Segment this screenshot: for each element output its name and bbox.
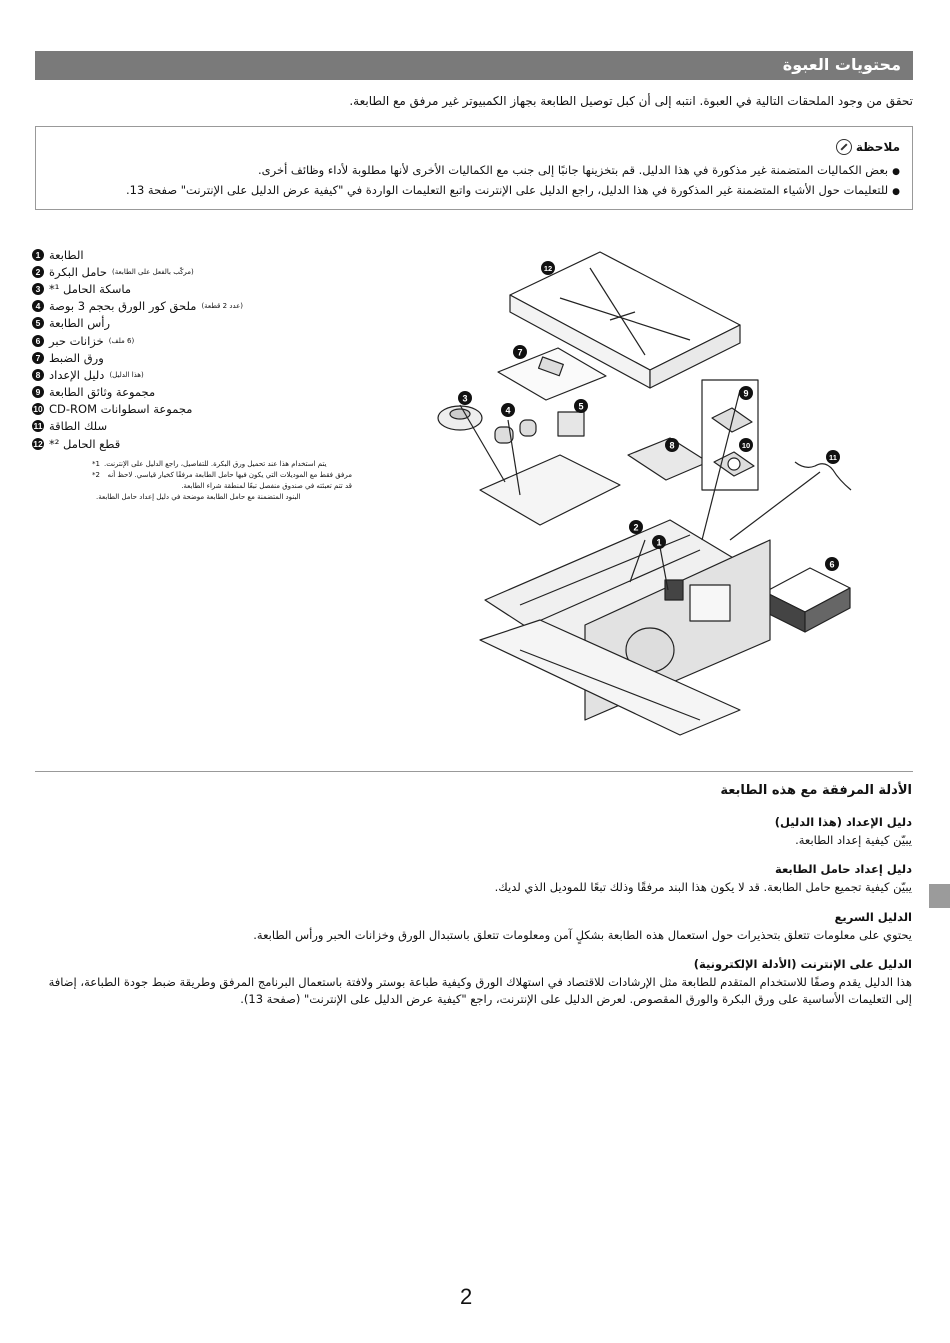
footnote — [92, 470, 352, 492]
note-label: ملاحظة — [855, 140, 900, 154]
part-label: ملحق كور الورق بحجم 3 بوصة — [49, 299, 197, 314]
part-label: سلك الطاقة — [49, 419, 108, 434]
part-note: (هذا الدليل) — [109, 370, 144, 379]
part-item — [32, 263, 352, 280]
section-title-bar — [35, 51, 913, 80]
guide-body: يبيّن كيفية إعداد الطابعة. — [795, 833, 912, 847]
guide-body: يبيّن كيفية تجميع حامل الطابعة. قد لا يكون هذا البند مرفقًا وذلك تبعًا للموديل الذي لديك. — [494, 880, 912, 894]
part-item — [32, 280, 352, 297]
footnote — [92, 459, 352, 470]
callout-number: 11 — [33, 421, 43, 432]
page-title: محتويات العبوة — [782, 55, 901, 74]
callout-5: 5 — [578, 401, 584, 412]
intro-text: تحقق من وجود الملحقات التالية في العبوة. انتبه إلى أن كبل توصيل الطابعة بجهاز الكمبيوتر غير مرفق مع الطابعة. — [349, 94, 913, 108]
part-note: (عدد 2 قطعة) — [201, 302, 244, 311]
part-note: (6 ملف) — [108, 336, 135, 345]
part-item — [32, 418, 352, 435]
part-item — [32, 349, 352, 366]
guide-heading: دليل إعداد حامل الطابعة — [774, 862, 912, 876]
footnote-mark: 1* — [92, 460, 100, 468]
part-item — [32, 298, 352, 315]
guide-body: يحتوي على معلومات تتعلق بتحذيرات حول استعمال هذه الطابعة بشكلٍ آمن ومعلومات تتعلق باستبدال الورق وخزانات الحبر ورأس الطابعة. — [253, 928, 912, 942]
callout-number: 9 — [32, 386, 44, 398]
callout-number: 1 — [32, 249, 44, 261]
guide-body: هذا الدليل يقدم وصفًا للاستخدام المتقدم للطابعة مثل الإرشادات للاقتصاد في استهلاك الورق وكيفية طباعة بوستر ولافتة باستعمال البرنامج المرفق وطريقة ضبط جودة الطباعة، إضافة إلى التعليمات الأساسية على ورق البكرة والورق المقصوص. لعرض الدليل على الإنترنت، راجع "كيفية عرض الدليل على الإنترنت" (صفحة 13). — [48, 975, 912, 1006]
callout-2: 2 — [633, 522, 639, 533]
part-item — [32, 366, 352, 383]
guide-heading: دليل الإعداد (هذا الدليل) — [774, 815, 912, 829]
footnote-text: يتم استخدام هذا عند تحميل ورق البكرة. للتفاصيل، راجع الدليل على الإنترنت. — [103, 460, 327, 468]
callout-number: 2 — [32, 266, 44, 278]
part-item — [32, 315, 352, 332]
power-cord — [795, 462, 851, 490]
footnotes — [92, 459, 352, 503]
part-item — [32, 384, 352, 401]
note-item: ● للتعليمات حول الأشياء المتضمنة غير المذكورة في هذا الدليل، راجع الدليل على الإنترنت واتبع التعليمات الواردة في "كيفية عرض الدليل على الإنترنت" صفحة 13. — [40, 183, 900, 197]
callout-number: 3 — [32, 283, 44, 295]
pencil-note-icon — [836, 139, 852, 155]
callout-3: 3 — [462, 393, 468, 404]
part-label: ورق الضبط — [49, 350, 104, 365]
footnote-text: مرفق فقط مع الموديلات التي يكون فيها حامل الطابعة مرفقًا كخيار قياسي. لاحظ أنه قد تتم تعبئته في صندوق منفصل تبعًا لمنطقة شراء الطابعة. — [107, 471, 352, 490]
note-item: ● بعض الكماليات المتضمنة غير مذكورة في هذا الدليل. قم بتخزينها جانبًا إلى جنب مع الكماليات الأخرى لأنها مطلوبة لأداء وظائف أخرى. — [40, 163, 900, 177]
part-label: الطابعة — [49, 247, 84, 262]
part-note: (مركّب بالفعل على الطابعة) — [112, 267, 194, 276]
footnote-mark: 2* — [92, 471, 100, 479]
callout-10: 10 — [741, 441, 751, 450]
chapter-side-tab — [929, 884, 950, 908]
callout-8: 8 — [669, 440, 675, 451]
callout-number: 12 — [33, 438, 43, 449]
note-box — [35, 126, 913, 210]
callout-1: 1 — [656, 537, 662, 548]
part-label: رأس الطابعة — [49, 316, 110, 331]
core-attachment — [520, 420, 536, 436]
callout-7: 7 — [517, 347, 523, 358]
note-header — [836, 139, 900, 155]
guide-heading: الدليل السريع — [834, 910, 912, 924]
callout-4: 4 — [505, 405, 511, 416]
parts-list — [32, 246, 352, 452]
callout-number: 7 — [32, 352, 44, 364]
callout-number: 5 — [32, 317, 44, 329]
footnote — [92, 492, 352, 503]
part-item — [32, 401, 352, 418]
part-label: مجموعة وثائق الطابعة — [49, 385, 156, 400]
footnote-text: البنود المتضمنة مع حامل الطابعة موضحة في دليل إعداد حامل الطابعة. — [96, 493, 301, 501]
package-contents-illustration — [410, 240, 880, 740]
callout-11: 11 — [829, 453, 837, 462]
part-item — [32, 332, 352, 349]
callout-number: 10 — [33, 404, 43, 415]
packing-foam-top — [480, 455, 620, 525]
part-label: حامل البكرة — [49, 264, 108, 279]
printhead — [558, 412, 584, 436]
callout-number: 4 — [32, 300, 44, 312]
page-number: 2 — [460, 1284, 473, 1309]
ink-tanks — [765, 568, 850, 632]
part-item — [32, 435, 352, 452]
section-divider — [35, 771, 913, 772]
guides-title: الأدلة المرفقة مع هذه الطابعة — [720, 783, 912, 798]
callout-number: 6 — [32, 335, 44, 347]
part-item — [32, 246, 352, 263]
callout-number: 8 — [32, 369, 44, 381]
part-label: دليل الإعداد — [49, 367, 105, 382]
part-label: مجموعة اسطوانات CD-ROM — [49, 402, 193, 417]
callout-12: 12 — [543, 264, 553, 273]
part-label: خزانات حبر — [49, 333, 104, 348]
callout-6: 6 — [829, 559, 835, 570]
guide-heading: الدليل على الإنترنت (الأدلة الإلكترونية) — [693, 957, 912, 971]
callout-9: 9 — [743, 388, 749, 399]
part-label: قطع الحامل ²* — [49, 436, 121, 451]
part-label: ماسكة الحامل ¹* — [49, 281, 131, 296]
